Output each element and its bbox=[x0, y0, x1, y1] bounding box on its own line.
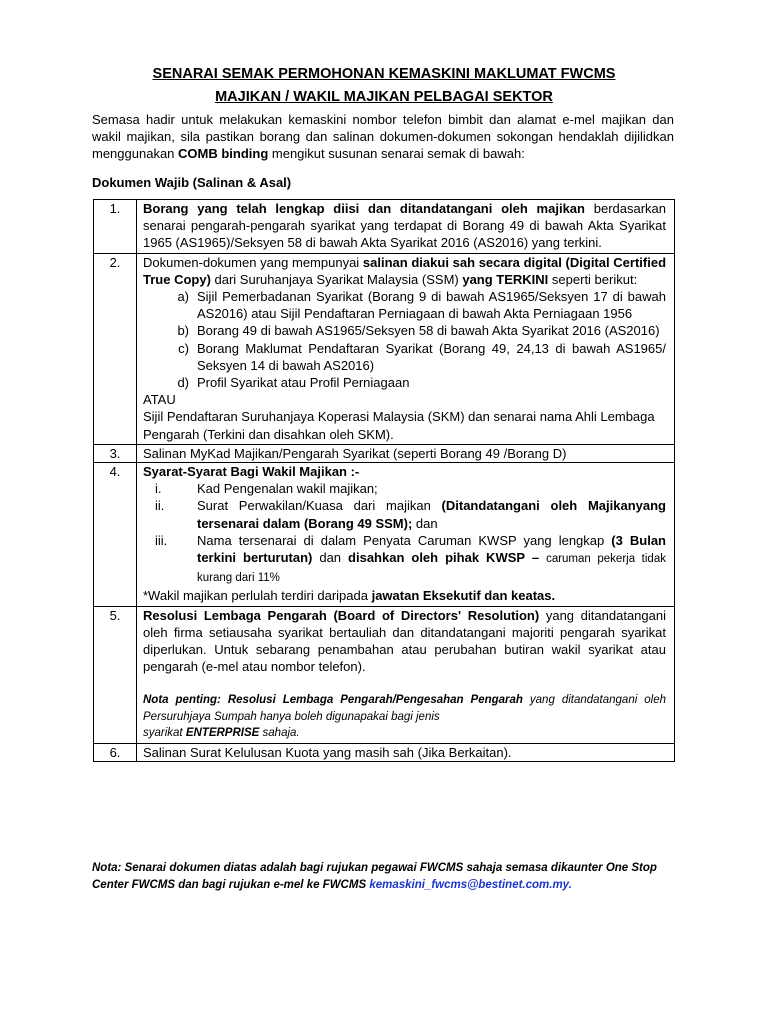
row-bold: yang TERKINI bbox=[462, 271, 549, 287]
list-marker: b) bbox=[177, 323, 189, 339]
document-title: SENARAI SEMAK PERMOHONAN KEMASKINI MAKLUMAT FWCMS bbox=[152, 66, 616, 82]
list-text bbox=[197, 532, 666, 588]
row-content bbox=[137, 200, 675, 254]
row-text: seperti berikut: bbox=[548, 271, 638, 287]
row-number: 4. bbox=[94, 463, 137, 607]
row-content bbox=[137, 606, 675, 743]
item-bold: (3 Bulan terkini berturutan) bbox=[197, 532, 666, 566]
item-text: Surat Perwakilan/Kuasa dari majikan bbox=[197, 498, 442, 514]
list-text: Borang Maklumat Pendaftaran Syarikat (Borang 49, 24,13 di bawah AS1965/ Seksyen 14 di bawah AS2016) bbox=[197, 340, 666, 373]
note-text: syarikat bbox=[143, 727, 186, 740]
list-text: Profil Syarikat atau Profil Perniagaan bbox=[197, 375, 410, 391]
row-footer bbox=[143, 587, 666, 605]
row-bold: salinan diakui sah secara digital (Digital Certified True Copy) bbox=[143, 254, 667, 287]
condition-sublist bbox=[143, 480, 666, 587]
item-text: Nama tersenarai di dalam Penyata Caruman KWSP yang lengkap bbox=[197, 532, 612, 548]
skm-text: Sijil Pendaftaran Suruhanjaya Koperasi Malaysia (SKM) dan senarai nama Ahli Lembaga Pengarah (Terkini dan disahkan oleh SKM). bbox=[143, 409, 655, 442]
row-text: Dokumen-dokumen yang mempunyai bbox=[143, 254, 363, 270]
row-text: yang ditandatangani oleh firma setiausaha syarikat bertauliah dan ditandatangani majoriti pengarah syarikat diperlukan. Untuk sebarang penambahan atau perubahan butiran wakil syarikat atau pengarah (e-mel atau nombor telefon). bbox=[143, 607, 666, 675]
list-text: Borang 49 di bawah AS1965/Seksyen 58 di bawah Akta Syarikat 2016 (AS2016) bbox=[197, 323, 660, 339]
row-content bbox=[137, 463, 675, 607]
table-row bbox=[94, 463, 675, 607]
list-item bbox=[143, 288, 666, 322]
list-text: Sijil Pemerbadanan Syarikat (Borang 9 di bawah AS1965/Seksyen 17 di bawah AS2016) atau Sijil Pendaftaran Perniagaan di bawah Akta Perniagaan 1956 bbox=[197, 289, 666, 322]
list-item bbox=[143, 340, 666, 374]
table-row bbox=[94, 743, 675, 761]
important-note-end bbox=[143, 725, 666, 743]
note-bold: ENTERPRISE bbox=[185, 727, 260, 740]
item-bold: disahkan oleh pihak KWSP bbox=[348, 550, 525, 566]
list-item bbox=[143, 322, 666, 339]
intro-text: Semasa hadir untuk melakukan kemaskini nombor telefon bimbit dan alamat e-mel majikan dan wakil majikan, sila pastikan borang dan salinan dokumen-dokumen sokongan hendaklah dijilidkan menggunakan bbox=[92, 112, 674, 161]
row-text: dari Suruhanjaya Syarikat Malaysia (SSM) bbox=[210, 271, 463, 287]
row-heading: Syarat-Syarat Bagi Wakil Majikan :- bbox=[143, 464, 360, 480]
table-row bbox=[94, 606, 675, 743]
row-content bbox=[137, 253, 675, 444]
list-marker: i. bbox=[155, 481, 162, 497]
row-number: 2. bbox=[94, 253, 137, 444]
row-number: 1. bbox=[94, 200, 137, 254]
item-text: dan bbox=[412, 515, 438, 531]
table-row bbox=[94, 444, 675, 462]
row-text: berdasarkan senarai pengarah-pengarah syarikat yang terdapat di Borang 49 di bawah Akta Syarikat 1965 (AS1965)/Seksyen 58 di bawah Akta Syarikat 2016 (AS2016) yang terkini. bbox=[143, 201, 666, 251]
intro-text-end: mengikut susunan senarai semak di bawah: bbox=[268, 146, 525, 161]
checklist-table bbox=[93, 199, 675, 762]
list-marker: c) bbox=[178, 340, 189, 356]
row-content: Salinan MyKad Majikan/Pengarah Syarikat (seperti Borang 49 /Borang D) bbox=[137, 444, 675, 462]
table-row bbox=[94, 200, 675, 254]
email-link[interactable]: kemaskini_fwcms@bestinet.com.my. bbox=[369, 879, 572, 891]
list-item bbox=[143, 480, 666, 497]
row-intro bbox=[143, 254, 666, 288]
list-marker: a) bbox=[177, 289, 189, 305]
row-bold: Resolusi Lembaga Pengarah (Board of Directors' Resolution) bbox=[143, 607, 540, 623]
list-marker: d) bbox=[177, 375, 189, 391]
or-label: ATAU bbox=[143, 392, 176, 408]
intro-bold: COMB binding bbox=[178, 146, 269, 161]
footer-note bbox=[92, 860, 674, 894]
list-marker: ii. bbox=[155, 498, 165, 514]
spacer bbox=[143, 675, 666, 692]
note-text: sahaja. bbox=[259, 727, 300, 740]
item-small-text: caruman pekerja tidak kurang dari 11% bbox=[197, 553, 666, 585]
list-text: Kad Pengenalan wakil majikan; bbox=[197, 481, 378, 497]
important-note bbox=[143, 692, 666, 725]
note-text: yang ditandatangani oleh Persuruhjaya Sumpah hanya boleh digunapakai bagi jenis bbox=[143, 694, 666, 723]
list-item bbox=[143, 532, 666, 588]
row-number: 5. bbox=[94, 606, 137, 743]
item-bold: (Ditandatangani oleh Majikanyang tersenarai dalam (Borang 49 SSM); bbox=[197, 498, 666, 531]
row-number: 3. bbox=[94, 444, 137, 462]
document-sublist bbox=[143, 288, 666, 391]
list-item bbox=[143, 374, 666, 391]
row-content: Salinan Surat Kelulusan Kuota yang masih sah (Jika Berkaitan). bbox=[137, 743, 675, 761]
list-marker: iii. bbox=[155, 532, 168, 548]
row-paragraph bbox=[143, 607, 666, 676]
item-text: dan bbox=[312, 550, 349, 566]
footer-text: *Wakil majikan perlulah terdiri daripada bbox=[143, 588, 372, 604]
note-bold: Nota penting: Resolusi Lembaga Pengarah/Pengesahan Pengarah bbox=[143, 694, 523, 707]
row-bold: Borang yang telah lengkap diisi dan ditandatangani oleh majikan bbox=[143, 201, 585, 216]
footer-bold: jawatan Eksekutif dan keatas. bbox=[371, 588, 556, 604]
list-item bbox=[143, 497, 666, 531]
note-text: Nota: Senarai dokumen diatas adalah bagi rujukan pegawai FWCMS sahaja semasa dikaunter One Stop Center FWCMS dan bagi rujukan e-mel ke FWCMS bbox=[92, 862, 657, 891]
section-heading: Dokumen Wajib (Salinan & Asal) bbox=[92, 175, 292, 190]
row-number: 6. bbox=[94, 743, 137, 761]
document-subtitle: MAJIKAN / WAKIL MAJIKAN PELBAGAI SEKTOR bbox=[215, 89, 553, 105]
intro-paragraph bbox=[92, 111, 674, 162]
table-row bbox=[94, 253, 675, 444]
list-text bbox=[197, 497, 666, 531]
item-dash: – bbox=[524, 550, 547, 566]
